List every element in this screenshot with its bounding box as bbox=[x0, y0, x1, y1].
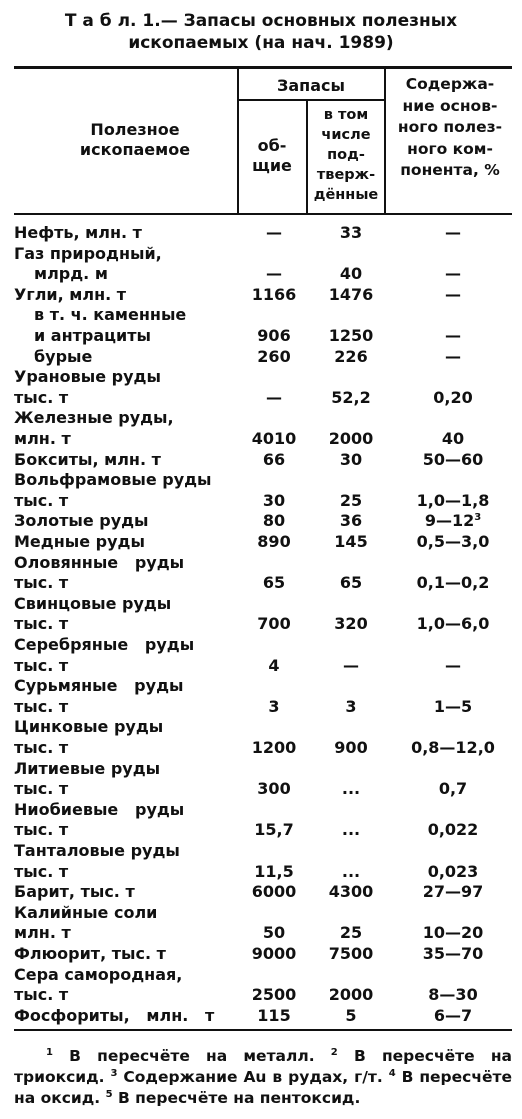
header-total: об- щие bbox=[252, 136, 292, 175]
cell-total: 4 bbox=[268, 655, 280, 675]
row-label: Вольфрамовые руды bbox=[14, 470, 212, 490]
row-label: млн. т bbox=[14, 923, 71, 943]
row-label: Угли, млн. т bbox=[14, 284, 127, 304]
cell-confirmed: 1476 bbox=[328, 284, 374, 304]
cell-total: 80 bbox=[262, 511, 286, 531]
table-row bbox=[14, 531, 512, 552]
cell-content: 0,7 bbox=[438, 779, 468, 799]
header-mineral: Полезное ископаемое bbox=[79, 120, 191, 159]
cell-total: 15,7 bbox=[254, 820, 294, 840]
footnote-4: В пересчёте на оксид. bbox=[14, 1068, 512, 1107]
cell-content: — bbox=[445, 264, 461, 284]
cell-total: 906 bbox=[257, 326, 291, 345]
cell-content: 9—12 bbox=[424, 511, 475, 531]
cell-confirmed: 226 bbox=[334, 346, 368, 366]
cell-total: 890 bbox=[257, 532, 291, 551]
row-label: и антрациты bbox=[34, 326, 151, 345]
cell-confirmed: ... bbox=[341, 820, 361, 840]
cell-content: 0,8—12,0 bbox=[411, 738, 495, 757]
cell-content: 0,20 bbox=[433, 387, 473, 407]
cell-confirmed: — bbox=[343, 655, 359, 675]
cell-confirmed: 33 bbox=[339, 223, 363, 242]
cell-content: — bbox=[445, 346, 461, 366]
cell-content: 1—5 bbox=[433, 696, 473, 716]
row-label: Газ природный, bbox=[14, 243, 162, 263]
footnote-3: Содержание Au в рудах, г/т. bbox=[117, 1068, 389, 1086]
table-row bbox=[14, 222, 512, 243]
title-line-2: ископаемых (на нач. 1989) bbox=[128, 33, 394, 53]
cell-confirmed: 320 bbox=[334, 614, 368, 634]
table-row bbox=[14, 655, 512, 676]
table-row bbox=[14, 737, 512, 758]
cell-content: 27—97 bbox=[422, 882, 484, 902]
cell-total: 11,5 bbox=[254, 861, 294, 881]
cell-confirmed: 25 bbox=[339, 923, 363, 943]
cell-total: 30 bbox=[262, 490, 286, 510]
cell-total: 65 bbox=[262, 573, 286, 593]
row-label: Урановые руды bbox=[14, 367, 161, 387]
row-label: бурые bbox=[34, 346, 93, 366]
header-content: Содержа- ние основ- ного полез- ного ком- понента, % bbox=[397, 75, 503, 179]
cell-total: 50 bbox=[262, 923, 286, 943]
row-label: тыс. т bbox=[14, 820, 69, 840]
cell-total: — bbox=[266, 387, 282, 407]
table-row bbox=[14, 613, 512, 634]
row-label: тыс. т bbox=[14, 490, 69, 510]
cell-total: — bbox=[266, 223, 282, 242]
cell-content: — bbox=[445, 326, 461, 345]
row-label: Оловянные руды bbox=[14, 552, 185, 572]
footnotes bbox=[14, 1046, 512, 1109]
cell-content: 40 bbox=[441, 429, 465, 448]
cell-content: — bbox=[445, 284, 461, 304]
cell-confirmed: 4300 bbox=[328, 882, 374, 902]
table-row bbox=[14, 469, 512, 490]
cell-confirmed: 2000 bbox=[328, 429, 374, 448]
table-row bbox=[14, 346, 512, 367]
cell-total: 1166 bbox=[251, 284, 297, 304]
cell-content: 0,022 bbox=[427, 820, 479, 840]
title-line-1: Т а б л. 1.— Запасы основных полезных bbox=[64, 11, 458, 31]
row-label: Флюорит, тыс. т bbox=[14, 944, 166, 963]
header-confirmed: в том числе под- тверж- дённые bbox=[313, 107, 379, 203]
cell-total: 3 bbox=[268, 696, 280, 716]
table-row bbox=[14, 984, 512, 1005]
cell-content: 35—70 bbox=[422, 944, 484, 963]
cell-content: 0,1—0,2 bbox=[416, 573, 490, 593]
row-label: Нефть, млн. т bbox=[14, 223, 142, 242]
cell-content-wrap bbox=[394, 510, 512, 531]
row-label: тыс. т bbox=[14, 861, 69, 881]
table-row bbox=[14, 304, 512, 325]
cell-content: 1,0—6,0 bbox=[416, 614, 490, 634]
table-row bbox=[14, 366, 512, 387]
footnote-2: В пересчёте на триоксид. bbox=[14, 1047, 512, 1086]
cell-confirmed: 52,2 bbox=[331, 387, 371, 407]
cell-confirmed: 65 bbox=[339, 573, 363, 593]
row-label: Барит, тыс. т bbox=[14, 882, 135, 902]
table-row bbox=[14, 428, 512, 449]
cell-total: — bbox=[266, 264, 282, 284]
row-label: млн. т bbox=[14, 429, 71, 448]
row-label: Сурьмяные руды bbox=[14, 676, 184, 696]
cell-confirmed: ... bbox=[341, 861, 361, 881]
cell-content: 0,023 bbox=[427, 861, 479, 881]
cell-confirmed: 1250 bbox=[328, 326, 374, 345]
table-row bbox=[14, 881, 512, 902]
row-label: тыс. т bbox=[14, 779, 69, 799]
row-label: Бокситы, млн. т bbox=[14, 449, 161, 469]
cell-content: 0,5—3,0 bbox=[416, 532, 490, 551]
row-label: Золотые руды bbox=[14, 511, 149, 531]
cell-confirmed: 3 bbox=[345, 696, 357, 716]
cell-confirmed: 5 bbox=[345, 1005, 357, 1025]
cell-content: 8—30 bbox=[428, 985, 478, 1005]
table-row bbox=[14, 778, 512, 799]
row-label: тыс. т bbox=[14, 387, 69, 407]
cell-total: 700 bbox=[257, 614, 291, 634]
cell-content: 50—60 bbox=[422, 449, 484, 469]
row-label: Железные руды, bbox=[14, 408, 174, 428]
cell-confirmed: 145 bbox=[334, 532, 368, 551]
cell-total: 2500 bbox=[251, 985, 297, 1005]
header-bottom-rule bbox=[14, 213, 512, 215]
row-label: Свинцовые руды bbox=[14, 593, 172, 613]
table-row bbox=[14, 943, 512, 964]
row-label: Серебряные руды bbox=[14, 635, 195, 654]
row-label: Фосфориты, млн. т bbox=[14, 1005, 215, 1025]
row-label: тыс. т bbox=[14, 738, 69, 757]
table-row bbox=[14, 1005, 512, 1026]
cell-content: 10—20 bbox=[422, 923, 484, 943]
cell-confirmed: 25 bbox=[339, 490, 363, 510]
table-row bbox=[14, 922, 512, 943]
table-title bbox=[0, 10, 522, 54]
cell-content-footnote-mark: 3 bbox=[474, 512, 482, 524]
row-label: Сера самородная, bbox=[14, 964, 183, 984]
cell-confirmed: ... bbox=[341, 779, 361, 799]
table-row bbox=[14, 552, 512, 573]
cell-total: 1200 bbox=[251, 738, 297, 757]
footnote-mark-4: 4 bbox=[388, 1068, 396, 1079]
table-row bbox=[14, 696, 512, 717]
table-row bbox=[14, 902, 512, 923]
cell-confirmed: 7500 bbox=[328, 944, 374, 963]
cell-total: 260 bbox=[257, 346, 291, 366]
cell-total: 4010 bbox=[251, 429, 297, 448]
table-row bbox=[14, 510, 512, 531]
row-label: млрд. м bbox=[34, 264, 108, 284]
table-row bbox=[14, 243, 512, 264]
table-row bbox=[14, 675, 512, 696]
cell-content: 6—7 bbox=[433, 1005, 473, 1025]
row-label: Литиевые руды bbox=[14, 758, 161, 778]
cell-confirmed: 40 bbox=[339, 264, 363, 284]
cell-content: 1,0—1,8 bbox=[416, 490, 490, 510]
row-label: тыс. т bbox=[14, 614, 69, 634]
row-label: тыс. т bbox=[14, 696, 69, 716]
footnote-mark-2: 2 bbox=[330, 1047, 338, 1058]
cell-content: — bbox=[445, 223, 461, 242]
table-row bbox=[14, 572, 512, 593]
header-reserves: Запасы bbox=[277, 76, 345, 95]
row-label: Калийные соли bbox=[14, 902, 158, 922]
table-row bbox=[14, 490, 512, 511]
table-row bbox=[14, 716, 512, 737]
table-bottom-rule bbox=[14, 1029, 512, 1031]
cell-total: 115 bbox=[257, 1005, 291, 1025]
table-row bbox=[14, 799, 512, 820]
row-label: Цинковые руды bbox=[14, 717, 164, 737]
cell-confirmed: 900 bbox=[334, 738, 368, 757]
row-label: Ниобиевые руды bbox=[14, 799, 185, 819]
row-label: тыс. т bbox=[14, 985, 69, 1005]
table-row bbox=[14, 964, 512, 985]
cell-content: — bbox=[445, 655, 461, 675]
cell-total: 300 bbox=[257, 779, 291, 799]
row-label: тыс. т bbox=[14, 573, 69, 593]
table-row bbox=[14, 593, 512, 614]
table-row bbox=[14, 387, 512, 408]
cell-confirmed: 36 bbox=[339, 511, 363, 531]
row-label: Танталовые руды bbox=[14, 841, 180, 860]
cell-total: 9000 bbox=[251, 944, 297, 963]
column-divider-2 bbox=[306, 100, 308, 214]
table-row bbox=[14, 325, 512, 346]
cell-confirmed: 2000 bbox=[328, 985, 374, 1005]
table-top-rule bbox=[14, 66, 512, 69]
row-label: в т. ч. каменные bbox=[34, 305, 187, 325]
table-row bbox=[14, 449, 512, 470]
table-row bbox=[14, 634, 512, 655]
footnote-5: В пересчёте на пентоксид. bbox=[112, 1089, 361, 1107]
cell-total: 6000 bbox=[251, 882, 297, 902]
table-row bbox=[14, 861, 512, 882]
table-row bbox=[14, 263, 512, 284]
footnote-mark-3: 3 bbox=[110, 1068, 118, 1079]
table-row bbox=[14, 840, 512, 861]
footnote-1: В пересчёте на металл. bbox=[52, 1047, 331, 1065]
table-row bbox=[14, 284, 512, 305]
row-label: тыс. т bbox=[14, 655, 69, 675]
reserves-subheader-rule bbox=[238, 99, 384, 101]
table-row bbox=[14, 819, 512, 840]
row-label: Медные руды bbox=[14, 532, 145, 551]
table-row bbox=[14, 407, 512, 428]
footnote-mark-5: 5 bbox=[105, 1089, 113, 1100]
cell-total: 66 bbox=[262, 449, 286, 469]
cell-confirmed: 30 bbox=[339, 449, 363, 469]
footnote-mark-1: 1 bbox=[46, 1047, 53, 1058]
column-divider-3 bbox=[384, 67, 386, 214]
table-row bbox=[14, 758, 512, 779]
